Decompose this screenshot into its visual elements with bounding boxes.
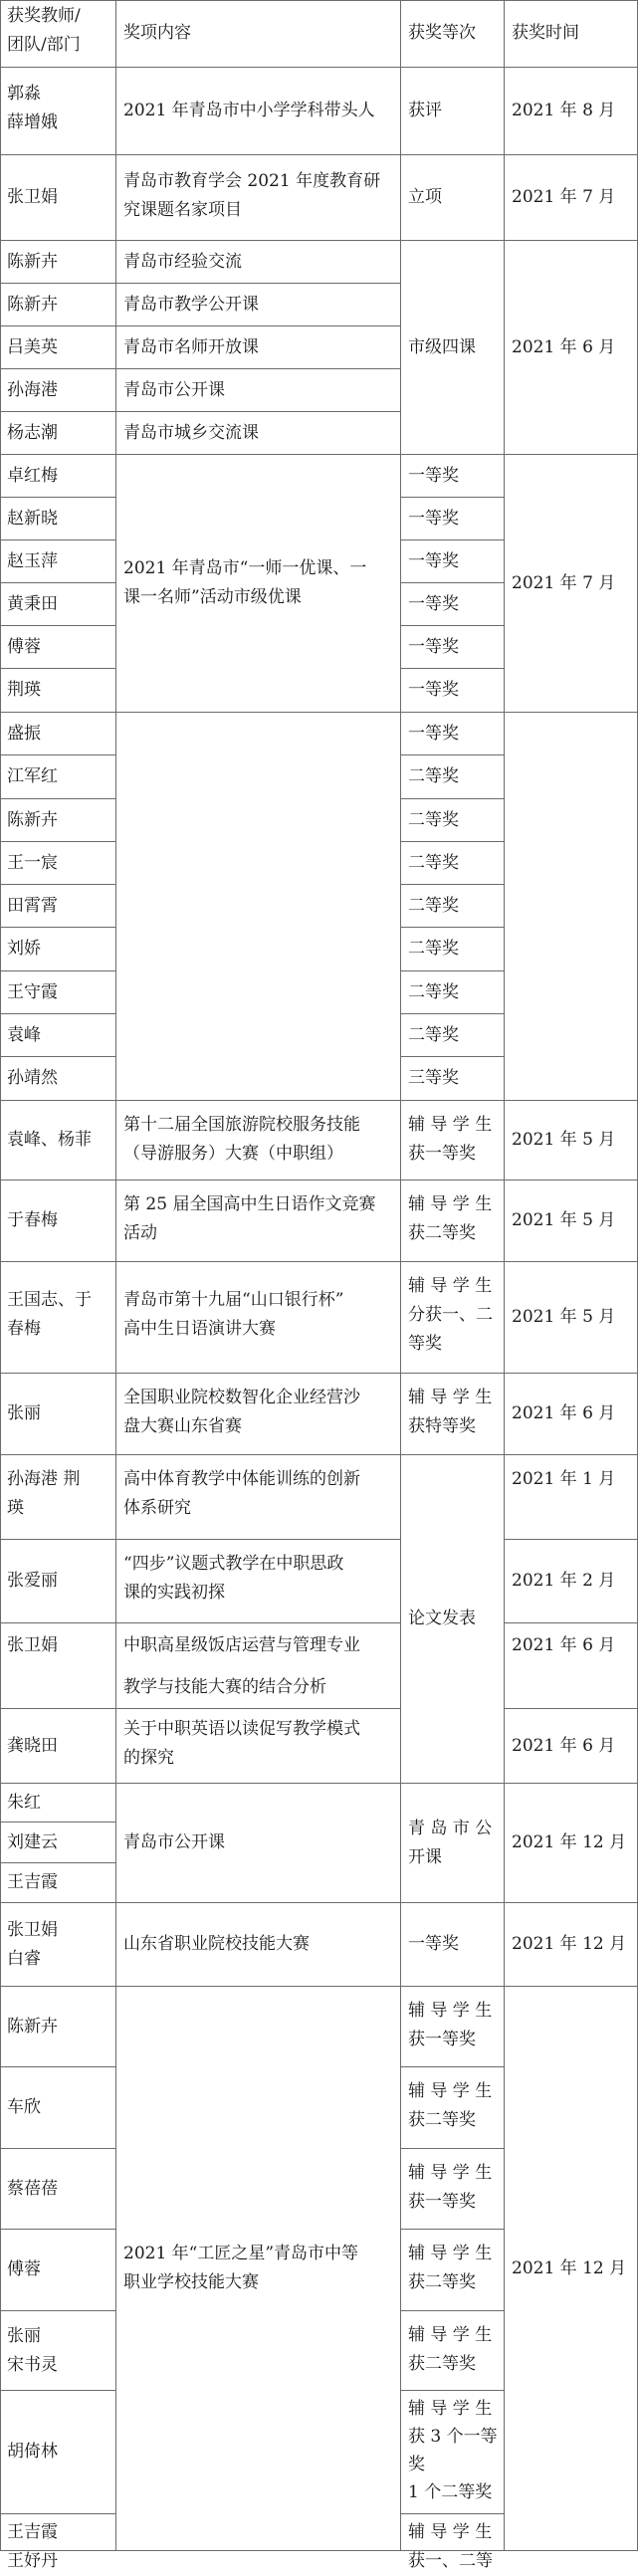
r-yu-level-line: 辅 导 学 生 <box>408 1194 493 1214</box>
g3-teacher: 陈新卉 <box>0 241 116 284</box>
r-yuan-teacher: 袁峰、杨菲 <box>0 1101 116 1181</box>
r-yu-time: 2021 年 5 月 <box>505 1181 638 1262</box>
g3-content: 青岛市名师开放课 <box>116 326 401 369</box>
g4-teacher: 黄秉田 <box>0 583 116 626</box>
g2-teacher: 张卫娟 <box>0 155 116 241</box>
paper-content-line: “四步”议题式教学在中职思政 <box>123 1554 344 1574</box>
craft-level-line: 辅 导 学 生 <box>408 2001 493 2021</box>
r-wang-level-line: 等奖 <box>408 1334 442 1354</box>
g2-content <box>116 155 401 241</box>
r-zhang-level-line: 获特等奖 <box>408 1416 476 1436</box>
g5-teacher: 袁峰 <box>0 1014 116 1057</box>
r-wang-content-line: 高中生日语演讲大赛 <box>123 1319 276 1339</box>
craft-level-line: 获一、二等 <box>408 2551 493 2571</box>
g5-level: 二等奖 <box>401 971 505 1014</box>
r-wang-level <box>401 1262 505 1374</box>
craft-level-line: 辅 导 学 生 <box>408 2081 493 2101</box>
r-wang-content-line: 青岛市第十九届“山口银行杯” <box>123 1290 344 1310</box>
g1-time: 2021 年 8 月 <box>505 68 638 155</box>
craft-level <box>401 2067 505 2149</box>
paper-content-line: 课的实践初探 <box>123 1583 225 1603</box>
public-level <box>401 1784 505 1903</box>
g5-content <box>116 713 401 1101</box>
craft-level-line: 1 个二等奖 <box>408 2482 493 2502</box>
g3-content: 青岛市公开课 <box>116 369 401 412</box>
g5-level: 二等奖 <box>401 928 505 971</box>
r-wang-level-line: 分获一、二 <box>408 1305 493 1325</box>
g5-level: 二等奖 <box>401 842 505 885</box>
skill-content: 山东省职业院校技能大赛 <box>116 1903 401 1987</box>
r-yu-teacher: 于春梅 <box>0 1181 116 1262</box>
craft-teacher: 宋书灵 <box>7 2354 58 2375</box>
craft-content <box>116 1987 401 2551</box>
g2-content-line: 青岛市教育学会 2021 年度教育研 <box>123 171 381 191</box>
r-wang-teacher <box>0 1262 116 1374</box>
g3-content: 青岛市经验交流 <box>116 241 401 284</box>
paper-content-line: 关于中职英语以读促写教学模式 <box>123 1719 360 1739</box>
g5-teacher: 王守霞 <box>0 971 116 1014</box>
paper-teacher: 张卫娟 <box>0 1623 116 1709</box>
craft-teacher: 陈新卉 <box>0 1987 116 2067</box>
g1-level: 获评 <box>401 68 505 155</box>
header-teacher <box>0 0 116 68</box>
paper-time: 2021 年 6 月 <box>505 1709 638 1784</box>
public-teacher: 刘建云 <box>0 1823 116 1863</box>
craft-teacher: 胡倚林 <box>0 2391 116 2514</box>
craft-level <box>401 2149 505 2230</box>
g5-level: 二等奖 <box>401 799 505 842</box>
paper-content-line: 高中体育教学中体能训练的创新 <box>123 1469 360 1489</box>
craft-level <box>401 2230 505 2311</box>
paper-time: 2021 年 6 月 <box>505 1623 638 1709</box>
g1-content: 2021 年青岛市中小学学科带头人 <box>116 68 401 155</box>
skill-teachers <box>0 1903 116 1987</box>
paper-content-line: 的探究 <box>123 1748 174 1768</box>
craft-level-line: 获一等奖 <box>408 2030 476 2049</box>
g5-level: 二等奖 <box>401 755 505 799</box>
r-wang-time: 2021 年 5 月 <box>505 1262 638 1374</box>
paper-content <box>116 1623 401 1709</box>
paper-content-line: 教学与技能大赛的结合分析 <box>123 1677 326 1697</box>
paper-content <box>116 1455 401 1540</box>
paper-teacher: 龚晓田 <box>0 1709 116 1784</box>
craft-level <box>401 1987 505 2067</box>
public-time: 2021 年 12 月 <box>505 1784 638 1903</box>
r-wang-content <box>116 1262 401 1374</box>
r-zhang-content <box>116 1374 401 1455</box>
craft-teachers <box>0 2311 116 2391</box>
public-level-line: 开课 <box>408 1846 442 1867</box>
g3-teacher: 杨志潮 <box>0 412 116 455</box>
header-content: 奖项内容 <box>116 0 401 68</box>
papers-level: 论文发表 <box>401 1455 505 1784</box>
g4-level: 一等奖 <box>401 626 505 669</box>
g4-teacher: 卓红梅 <box>0 455 116 498</box>
skill-teacher: 白睿 <box>7 1948 41 1969</box>
r-wang-level-line: 辅 导 学 生 <box>408 1276 493 1296</box>
craft-teacher: 蔡蓓蓓 <box>0 2149 116 2230</box>
g3-teacher: 吕美英 <box>0 326 116 369</box>
r-yu-content-line: 第 25 届全国高中生日语作文竞赛 <box>123 1194 376 1214</box>
craft-level-line: 奖 <box>408 2455 425 2474</box>
header-teacher-line1: 获奖教师/ <box>7 6 81 26</box>
craft-level <box>401 2514 505 2571</box>
skill-time: 2021 年 12 月 <box>505 1903 638 1987</box>
craft-teacher: 傅蓉 <box>0 2230 116 2311</box>
paper-content-line: 中职高星级饭店运营与管理专业 <box>123 1635 360 1655</box>
g4-level: 一等奖 <box>401 455 505 498</box>
r-zhang-content-line: 全国职业院校数智化企业经营沙 <box>123 1388 360 1407</box>
g4-level: 一等奖 <box>401 669 505 713</box>
skill-level: 一等奖 <box>401 1903 505 1987</box>
craft-level-line: 辅 导 学 生 <box>408 2163 493 2183</box>
g5-teacher: 刘娇 <box>0 928 116 971</box>
r-zhang-level-line: 辅 导 学 生 <box>408 1388 493 1407</box>
paper-time: 2021 年 1 月 <box>505 1455 638 1540</box>
paper-time: 2021 年 2 月 <box>505 1540 638 1623</box>
g2-time: 2021 年 7 月 <box>505 155 638 241</box>
header-teacher-line2: 团队/部门 <box>7 35 81 55</box>
r-yuan-time: 2021 年 5 月 <box>505 1101 638 1181</box>
craft-level-line: 辅 导 学 生 <box>408 2325 493 2345</box>
craft-time: 2021 年 12 月 <box>505 1987 638 2551</box>
g5-teacher: 盛振 <box>0 713 116 755</box>
paper-teacher-line: 瑛 <box>7 1498 24 1518</box>
r-yu-content <box>116 1181 401 1262</box>
g4-content-line: 课一名师”活动市级优课 <box>123 587 302 607</box>
craft-teacher: 王妤丹 <box>7 2551 58 2571</box>
paper-teacher <box>0 1455 116 1540</box>
g1-teachers <box>0 68 116 155</box>
g5-teacher: 孙靖然 <box>0 1057 116 1101</box>
g2-content-line: 究课题名家项目 <box>123 200 242 220</box>
craft-level-line: 获二等奖 <box>408 2110 476 2130</box>
r-zhang-level <box>401 1374 505 1455</box>
g4-teacher: 傅蓉 <box>0 626 116 669</box>
g5-time <box>505 713 638 1101</box>
craft-content-line: 2021 年“工匠之星”青岛市中等 <box>123 2244 359 2263</box>
g5-teacher: 田霄霄 <box>0 885 116 928</box>
craft-level-line: 获二等奖 <box>408 2272 476 2292</box>
craft-teacher: 张丽 <box>7 2325 41 2346</box>
public-teacher: 朱红 <box>0 1784 116 1823</box>
g5-teacher: 王一宸 <box>0 842 116 885</box>
public-level-line: 青 岛 市 公 <box>408 1818 493 1838</box>
r-yu-level-line: 获二等奖 <box>408 1223 476 1243</box>
header-time: 获奖时间 <box>505 0 638 68</box>
g1-teacher: 薛增娥 <box>7 112 58 132</box>
craft-teacher: 王吉霞 <box>7 2522 58 2542</box>
g4-time: 2021 年 7 月 <box>505 455 638 713</box>
paper-content <box>116 1709 401 1784</box>
g3-content: 青岛市城乡交流课 <box>116 412 401 455</box>
g5-level: 二等奖 <box>401 885 505 928</box>
r-yuan-level-line: 获一等奖 <box>408 1144 476 1164</box>
craft-level <box>401 2391 505 2514</box>
g3-teacher: 孙海港 <box>0 369 116 412</box>
r-wang-teacher-line: 王国志、于 <box>7 1290 92 1310</box>
craft-teachers <box>0 2514 116 2571</box>
craft-level <box>401 2311 505 2391</box>
r-yuan-level <box>401 1101 505 1181</box>
paper-teacher: 张爱丽 <box>0 1540 116 1623</box>
g1-teacher: 郭淼 <box>7 84 41 104</box>
g3-level: 市级四课 <box>401 241 505 455</box>
craft-level-line: 辅 导 学 生 <box>408 2522 493 2542</box>
r-zhang-content-line: 盘大赛山东省赛 <box>123 1416 242 1436</box>
craft-content-line: 职业学校技能大赛 <box>123 2272 259 2292</box>
g5-teacher: 陈新卉 <box>0 799 116 842</box>
g4-content <box>116 455 401 713</box>
r-yuan-content-line: 第十二届全国旅游院校服务技能 <box>123 1115 360 1135</box>
craft-level-line: 获一等奖 <box>408 2192 476 2212</box>
r-yuan-level-line: 辅 导 学 生 <box>408 1115 493 1135</box>
g4-level: 一等奖 <box>401 498 505 540</box>
r-yu-level <box>401 1181 505 1262</box>
paper-teacher-line: 孙海港 荆 <box>7 1469 81 1489</box>
g5-level: 三等奖 <box>401 1057 505 1101</box>
craft-teacher: 车欣 <box>0 2067 116 2149</box>
skill-teacher: 张卫娟 <box>7 1919 58 1940</box>
g4-level: 一等奖 <box>401 540 505 583</box>
r-yuan-content <box>116 1101 401 1181</box>
g4-content-line: 2021 年青岛市“一师一优课、一 <box>123 558 367 578</box>
g3-content: 青岛市教学公开课 <box>116 284 401 326</box>
g3-teacher: 陈新卉 <box>0 284 116 326</box>
g4-level: 一等奖 <box>401 583 505 626</box>
paper-content-line: 体系研究 <box>123 1498 191 1518</box>
r-yuan-content-line: （导游服务）大赛（中职组） <box>123 1144 343 1164</box>
craft-level-line: 辅 导 学 生 <box>408 2244 493 2263</box>
r-wang-teacher-line: 春梅 <box>7 1319 41 1339</box>
craft-level-line: 辅 导 学 生 <box>408 2399 493 2419</box>
r-yu-content-line: 活动 <box>123 1223 157 1243</box>
r-zhang-time: 2021 年 6 月 <box>505 1374 638 1455</box>
g4-teacher: 赵新晓 <box>0 498 116 540</box>
g3-time: 2021 年 6 月 <box>505 241 638 455</box>
g5-level: 一等奖 <box>401 713 505 755</box>
public-teacher: 王吉霞 <box>0 1863 116 1903</box>
craft-level-line: 获二等奖 <box>408 2354 476 2374</box>
g2-level: 立项 <box>401 155 505 241</box>
craft-level-line: 获 3 个一等 <box>408 2427 498 2447</box>
paper-content <box>116 1540 401 1623</box>
g4-teacher: 荆瑛 <box>0 669 116 713</box>
g4-teacher: 赵玉萍 <box>0 540 116 583</box>
g5-level: 二等奖 <box>401 1014 505 1057</box>
g5-teacher: 江军红 <box>0 755 116 799</box>
public-content: 青岛市公开课 <box>116 1784 401 1903</box>
r-zhang-teacher: 张丽 <box>0 1374 116 1455</box>
header-level: 获奖等次 <box>401 0 505 68</box>
